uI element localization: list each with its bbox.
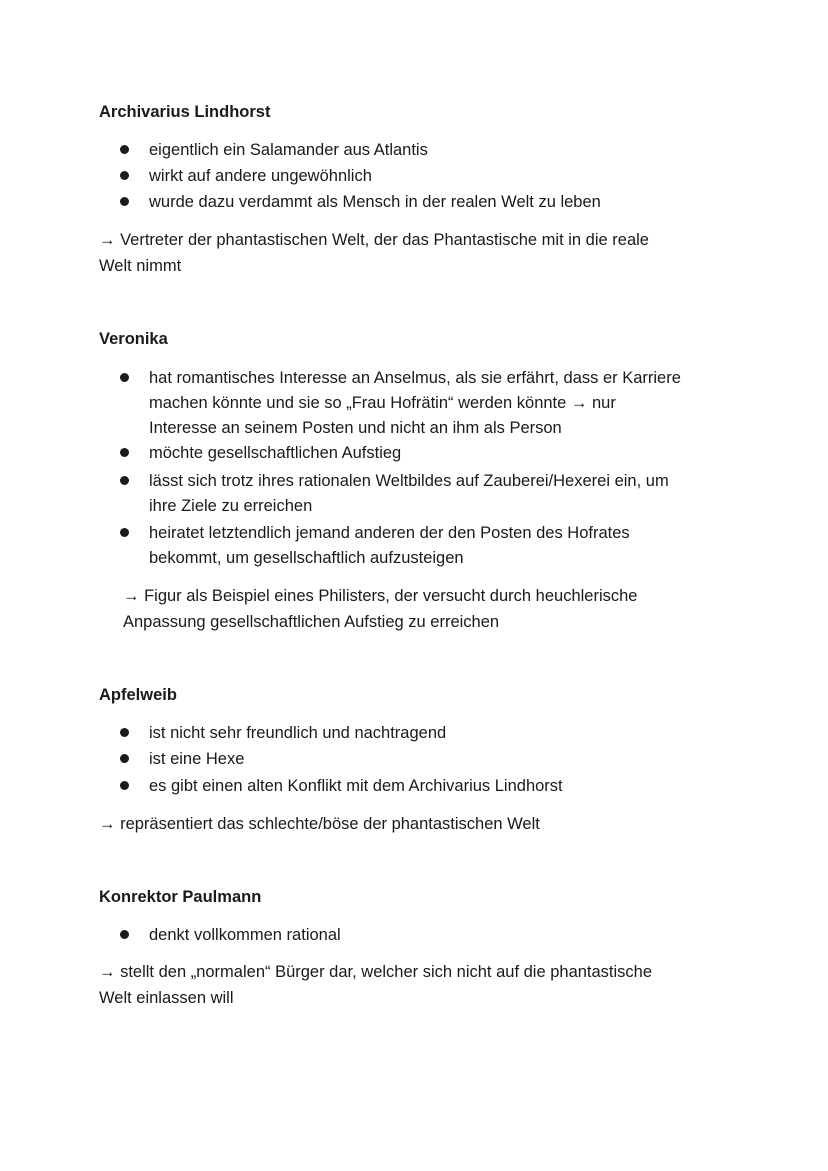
list-item-continuation: bekommt, um gesellschaftlich aufzusteigen — [149, 549, 464, 567]
list-item: wirkt auf andere ungewöhnlich — [149, 167, 372, 185]
conclusion-line: Welt nimmt — [99, 257, 182, 275]
list-item: eigentlich ein Salamander aus Atlantis — [149, 141, 428, 159]
bullet-dot — [120, 528, 129, 537]
bullet-dot — [120, 373, 129, 382]
bullet-dot — [120, 171, 129, 180]
list-item: ist nicht sehr freundlich und nachtragend — [149, 724, 447, 742]
conclusion-line: → Vertreter der phantastischen Welt, der das Phantastische mit in die reale — [99, 231, 649, 249]
section-heading-veronika: Veronika — [99, 330, 168, 348]
list-item-continuation: Interesse an seinem Posten und nicht an ihm als Person — [149, 419, 562, 437]
conclusion-line: → stellt den „normalen“ Bürger dar, welcher sich nicht auf die phantastische — [99, 963, 653, 981]
bullet-dot — [120, 476, 129, 485]
list-item: hat romantisches Interesse an Anselmus, als sie erfährt, dass er Karriere — [149, 369, 681, 387]
list-item: denkt vollkommen rational — [149, 926, 341, 944]
list-item: wurde dazu verdammt als Mensch in der realen Welt zu leben — [149, 193, 601, 211]
list-item: es gibt einen alten Konflikt mit dem Archivarius Lindhorst — [149, 777, 563, 795]
bullet-dot — [120, 197, 129, 206]
list-item: möchte gesellschaftlichen Aufstieg — [149, 444, 402, 462]
conclusion-line: → Figur als Beispiel eines Philisters, der versucht durch heuchlerische — [123, 587, 638, 605]
list-item: heiratet letztendlich jemand anderen der den Posten des Hofrates — [149, 524, 630, 542]
conclusion-line: Anpassung gesellschaftlichen Aufstieg zu erreichen — [123, 613, 500, 631]
section-heading-paulmann: Konrektor Paulmann — [99, 888, 262, 906]
bullet-dot — [120, 145, 129, 154]
list-item-continuation: ihre Ziele zu erreichen — [149, 497, 313, 515]
conclusion-line: → repräsentiert das schlechte/böse der phantastischen Welt — [99, 815, 540, 833]
bullet-dot — [120, 754, 129, 763]
conclusion-line: Welt einlassen will — [99, 989, 234, 1007]
list-item: ist eine Hexe — [149, 750, 245, 768]
list-item-continuation: machen könnte und sie so „Frau Hofrätin“ werden könnte → nur — [149, 394, 616, 412]
bullet-dot — [120, 728, 129, 737]
section-heading-lindhorst: Archivarius Lindhorst — [99, 103, 271, 121]
bullet-dot — [120, 448, 129, 457]
list-item: lässt sich trotz ihres rationalen Weltbildes auf Zauberei/Hexerei ein, um — [149, 472, 669, 490]
bullet-dot — [120, 781, 129, 790]
bullet-dot — [120, 930, 129, 939]
section-heading-apfelweib: Apfelweib — [99, 686, 177, 704]
